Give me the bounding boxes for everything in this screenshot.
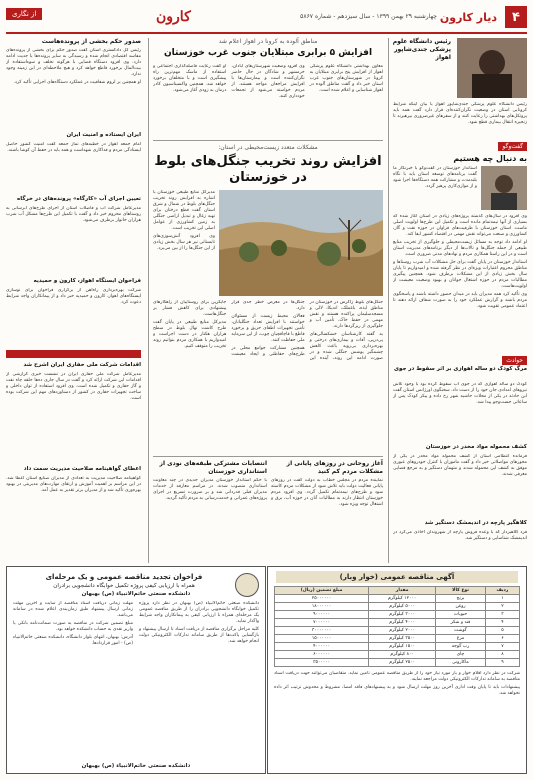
table-row [275, 603, 520, 611]
side-top-photo [457, 38, 527, 98]
table-cell: ۸ [485, 651, 519, 659]
left-top-headline: صدور حکم بخشی از پرونده‌هاست [41, 38, 141, 45]
table-row [275, 627, 520, 635]
table-row [275, 595, 520, 603]
left-mid1-body: امام جمعه اهواز در خطبه‌های نماز جمعه گفت امنیت کشور حاصل ایستادگی مردم و فداکاری شهداست و همه باید در حفظ آن کوشا باشند. [6, 142, 141, 153]
university-logo [235, 573, 259, 597]
table-cell: ۷۰۰۰۰۰۰ [275, 619, 369, 627]
corner-label: از نگاری [6, 8, 42, 20]
bottom-mid1-body: با حکم استاندار خوزستان مدیران جدیدی در چند معاونت استانداری منصوب شدند. در مراسم معارفه از خدمات مدیران قبلی قدردانی شد و بر ضرورت تسریع در اجرای پروژه‌های عمرانی و خدمت‌رسانی به مردم تأکید گردید. [153, 478, 267, 501]
table-cell: ۲۵۰۰۰۰۰۰ [275, 595, 369, 603]
table-cell: ۱ [485, 595, 519, 603]
tender-ad-left-title: فراخوان تجدید مناقصه عمومی و یک مرحله‌ای [45, 573, 203, 581]
left-section-bar [6, 350, 141, 358]
pollution-kicker: مناطق آلوده به کرونا در اهواز اعلام شد [218, 38, 318, 45]
tender-table-header: ردیف [485, 587, 519, 595]
table-cell: ۸۰۰ کیلوگرم [369, 651, 436, 659]
interview-headline: به دنبال چه هستیم [453, 154, 527, 163]
main-headline: افزایش روند تخریب جنگل‌های بلوط در خوزستان [154, 154, 382, 185]
table-cell: برنج [436, 595, 486, 603]
main-article-top-rule [153, 140, 383, 141]
fraud-headline: کلاهگیر پارچه در اندیمشک دستگیر شد [424, 520, 527, 526]
tender-ad-left-org: دانشکده صنعتی خاتم‌الانبیاء (ص) بهبهان [81, 591, 191, 597]
left-bottom1-headline: اقدامات شرکت ملی حفاری ایران اشرح شد [23, 362, 141, 368]
table-cell: ۲۵۰۰ کیلوگرم [369, 659, 436, 667]
table-cell: روغن [436, 603, 486, 611]
tender-ad-right-title: آگهی مناقصه عمومی (خوار وبار) [276, 571, 518, 583]
tender-ad-left-body: دانشکده صنعتی خاتم‌الانبیاء (ص) بهبهان در نظر دارد پروژه تکمیل خوابگاه دانشجویی برادران را از طریق مناقصه عمومی یک مرحله‌ای همراه با ارزیابی کیفی به پیمانکاران واجد شرایط واگذار نماید. کلیه مراحل برگزاری مناقصه از دریافت اسناد تا ارسال پیشنهاد و بازگشایی پاکت‌ها از طریق سامانه تدارکات الکترونیکی دولت انجام خواهد شد. مهلت زمانی دریافت اسناد مناقصه از سایت و آخرین مهلت زمانی ارسال پیشنهاد طبق زمان‌بندی اعلام شده در سامانه می‌باشد. مبلغ تضمین شرکت در مناقصه به صورت ضمانت‌نامه بانکی یا واریز نقدی به حساب دانشکده خواهد بود. آدرس: بهبهان، انتهای بلوار دانشگاه، دانشکده صنعتی خاتم‌الانبیاء (ص) - امور قراردادها. [13, 601, 259, 646]
table-cell: ۲ [485, 603, 519, 611]
interviewee-image [481, 166, 527, 210]
official-portrait-image [457, 38, 527, 98]
accident-section-bar: حوادث [502, 356, 527, 365]
table-row [275, 635, 520, 643]
left-mid2-body: مدیرعامل شرکت آب و فاضلاب استان از اجرای طرح‌های آبرسانی به روستاهای محروم خبر داد و گفت با تکمیل این طرح‌ها مشکل آب شرب هزاران خانوار برطرف می‌شود. [6, 206, 141, 223]
table-cell: ۲۰۰۰ کیلوگرم [369, 627, 436, 635]
tender-ad-left-subtitle: همراه با ارزیابی کیفی پروژه تکمیل خوابگاه دانشجویی برادران [53, 583, 195, 589]
bottom-mid2-body: نماینده مردم در مجلس خطاب به دولت گفت در روزهای پایانی فعالیت دولت باید تلاش شود از مشکلات مردم کاسته شود و طرح‌های نیمه‌تمام تکمیل گردد. وی افزود مردم خوزستان انتظار دارند به مطالبات آنان در حوزه آب، برق و اشتغال توجه ویژه شود. [271, 478, 383, 507]
pollution-body: معاون بهداشتی دانشگاه علوم پزشکی اهواز از افزایش پنج برابری مبتلایان به کرونا در شهرستان‌های جنوب غرب استان خبر داد و گفت مناطق آلوده در اهواز شناسایی و اعلام شده است. وی افزود وضعیت شهرستان‌های آبادان، خرمشهر و شادگان در حال حاضر نگران‌کننده است و بیمارستان‌ها با افزایش مراجعان مواجه هستند. از مردم خواسته می‌شود از تجمعات خودداری کنند. او گفت رعایت فاصله‌گذاری اجتماعی و استفاده از ماسک مهم‌ترین راه پیشگیری است و با متخلفان برخورد خواهد شد. همچنین واکسیناسیون کادر درمان به زودی آغاز می‌شود. [153, 64, 383, 99]
column-divider-left [148, 38, 149, 563]
table-cell: ۴ [485, 619, 519, 627]
accident-body: کودک دو ساله اهوازی که در جوی آب سقوط کرده بود با وجود تلاش نیروهای امدادی جان خود را از دست داد. سخنگوی اورژانس استان گفت این حادثه در یکی از محلات حاشیه شهر رخ داده و پیکر کودک پس از ساعاتی جست‌وجو پیدا شد. [393, 382, 527, 405]
table-cell: ۳۵۰۰ کیلوگرم [369, 635, 436, 643]
pollution-headline: افزایش ۵ برابری مبتلایان جنوب غرب خوزستان [163, 48, 373, 58]
table-row [275, 611, 520, 619]
tender-ad-right-body: شرکت در نظر دارد اقلام خوار و بار مورد نیاز خود را از طریق مناقصه عمومی تأمین نماید. متقاضیان می‌توانند جهت دریافت اسناد مناقصه به سامانه تدارکات الکترونیکی دولت مراجعه نمایند. پیشنهادات باید تا پایان وقت اداری آخرین روز مهلت ارسال شود و به پیشنهادهای فاقد امضا، مشروط و مخدوش ترتیب اثر داده نخواهد شد. [274, 671, 520, 696]
paper-name: کارون [156, 9, 191, 25]
table-cell: گوشت [436, 627, 486, 635]
table-row [275, 659, 520, 667]
table-cell: ۳۰۰۰۰۰۰۰ [275, 627, 369, 635]
table-cell: ۱۵۰۰ کیلوگرم [369, 643, 436, 651]
left-bottom2-body: گواهینامه صلاحیت مدیریت به تعدادی از مدیران صنایع استان اعطا شد. در این مراسم بر اهمیت آموزش و ارتقای مهارت‌های مدیریتی در بهبود بهره‌وری تأکید شد و از مدیران برتر تقدیر به عمل آمد. [6, 476, 141, 493]
side-top-headline: رئیس دانشگاه علوم پزشکی جندی‌شاپور اهواز [392, 38, 451, 61]
bottom-mid1-headline: انتصابات مشترکی طبقه‌های نودی از استانداری خوزستان [159, 460, 267, 475]
masthead [6, 6, 527, 34]
accident-headline: مرگ کودک دو ساله اهوازی بر اثر سقوط در جوی [394, 366, 527, 372]
left-bottom2-headline: اعطای گواهینامه صلاحیت مدیریت سمت داد [23, 466, 141, 472]
bottom-mid2-headline: آغاز روحانی در روزهای پایانی از مشکلات مردم کم کنید [286, 460, 383, 475]
table-cell: ۵ [485, 627, 519, 635]
tender-table-header: مبلغ تضمین (ریال) [275, 587, 369, 595]
main-photo [219, 190, 383, 296]
table-cell: ۹۰۰۰۰۰۰ [275, 611, 369, 619]
side-top-body: رئیس دانشگاه علوم پزشکی جندی‌شاپور اهواز با بیان اینکه شرایط کرونایی استان در وضعیت نگران‌کننده‌ای قرار دارد گفت همه باید پروتکل‌های بهداشتی را رعایت کنند و از سفرهای غیرضروری بپرهیزند تا زنجیره انتقال بیماری قطع شود. [393, 102, 527, 125]
table-cell: ۱۸۰۰۰۰۰۰ [275, 603, 369, 611]
table-cell: ۶ [485, 635, 519, 643]
interview-section-bar: گفت‌وگو [498, 142, 527, 151]
table-cell: ۱۲۰۰۰ کیلوگرم [369, 595, 436, 603]
table-cell: ۴۰۰۰ کیلوگرم [369, 619, 436, 627]
tender-ad-left-footer: دانشکده صنعتی خاتم‌الانبیاء (ص) بهبهان [81, 763, 191, 769]
interview-body-cont: وی افزود در سال‌های گذشته پروژه‌های زیادی در استان آغاز شده که بسیاری از آنها نیمه‌تمام مانده است و تکمیل این طرح‌ها اولویت اصلی ماست. استان خوزستان با ظرفیت‌های فراوان در حوزه نفت و گاز، کشاورزی و صنعت می‌تواند نقش مهمی در اقتصاد کشور ایفا کند. او ادامه داد توجه به مسائل زیست‌محیطی و جلوگیری از تخریب منابع طبیعی از جمله جنگل‌ها و تالاب‌ها از دیگر برنامه‌های مدیریت استان است و در این راستا همکاری مردم و نهادهای مدنی ضروری است. استاندار خوزستان در پایان گفت برای حل مشکلات آب شرب روستاها و مناطق محروم اعتبارات ویژه‌ای در نظر گرفته شده و امیدواریم تا پایان سال بخش زیادی از این مشکلات برطرف شود. همچنین پیگیری مطالبات مردم در حوزه اشتغال جوانان و بهبود وضعیت معیشت از اولویت‌هاست. وی تأکید کرد همه مدیران باید در میدان حضور داشته باشند و پاسخگوی مردم باشند و گزارش عملکرد خود را به صورت شفاف ارائه دهند تا اعتماد عمومی تقویت شود. [393, 214, 527, 309]
left-mid3-headline: فراخوان ایستگاه اهواز، کارون و حمیدیه [33, 278, 141, 284]
table-cell: چای [436, 651, 486, 659]
bottom-mid-rule [153, 456, 383, 457]
table-cell: ۳ [485, 611, 519, 619]
drug-headline: کشف محموله مواد مخدر در خوزستان [425, 444, 527, 450]
main-kicker: مشکلات متعدد زیست‌محیطی در استان: [218, 144, 318, 151]
tender-ad-left [6, 566, 266, 774]
drug-body: فرمانده انتظامی استان از کشف محموله مواد مخدر در یکی از محورهای مواصلاتی خبر داد و گفت ماموران با کنترل خودروهای عبوری موفق به کشف این محموله شدند و متهمان دستگیر و به مرجع قضایی معرفی شدند. [393, 454, 527, 477]
left-mid3-body: شرکت بهره‌برداری راه‌آهن از برگزاری فراخوان برای نوسازی ایستگاه‌های اهواز، کارون و حمیدیه خبر داد و از پیمانکاران واجد شرایط دعوت کرد. [6, 288, 141, 305]
table-row [275, 619, 520, 627]
table-cell: ۷ [485, 643, 519, 651]
section-name: دیار کارون [439, 11, 497, 24]
tender-items-table [274, 586, 520, 667]
page-number: ۴ [505, 6, 527, 28]
table-cell: مرغ [436, 635, 486, 643]
tender-table-header: نوع کالا [436, 587, 486, 595]
table-cell: ۳۰۰۰ کیلوگرم [369, 611, 436, 619]
interview-body: استاندار خوزستان در گفت‌وگو با خبرنگار ما گفت برنامه‌های توسعه استان باید با نگاه بلندمدت و مشارکت همه دستگاه‌ها اجرا شود و از موازی‌کاری پرهیز گردد. [393, 166, 477, 189]
date-line: چهارشنبه ۲۹ بهمن ۱۳۹۹ - سال سیزدهم - شماره ۵۸۶۷ [300, 13, 437, 20]
table-cell: حبوبات [436, 611, 486, 619]
interview-photo [481, 166, 527, 210]
table-cell: ماکارونی [436, 659, 486, 667]
left-mid2-headline: تعیین اجرای آب «کارگاه» پرونده‌های در خرگاه [17, 196, 141, 202]
table-cell: ۶۰۰۰۰۰۰ [275, 651, 369, 659]
table-cell: ۴۰۰۰۰۰۰ [275, 643, 369, 651]
table-row [275, 651, 520, 659]
table-cell: ۹ [485, 659, 519, 667]
left-top-body: رئیس کل دادگستری استان گفت صدور حکم برای بخشی از پرونده‌های مفاسد اقتصادی انجام شده و رسیدگی به سایر پرونده‌ها با جدیت ادامه دارد. وی افزود دستگاه قضایی با هرگونه تخلف و سوءاستفاده از بیت‌المال برخورد قاطع خواهد کرد و هیچ ملاحظه‌ای در این زمینه وجود ندارد. او همچنین بر لزوم شفافیت در عملکرد دستگاه‌های اجرایی تأکید کرد. [6, 48, 141, 85]
tender-ad-right [267, 566, 527, 774]
main-photo-side-text: مدیرکل منابع طبیعی خوزستان با اشاره به افزایش روند تخریب جنگل‌های بلوط در شمال و شرق استان گفت قطع درختان برای تهیه زغال و تبدیل اراضی جنگلی به زمین کشاورزی از عوامل اصلی این تخریب است. وی افزود آتش‌سوزی‌های تابستانی نیز هر سال بخش زیادی از این جنگل‌ها را از بین می‌برد. [153, 190, 215, 251]
main-body: جنگل‌های بلوط زاگرس در خوزستان در مناطق ایذه، باغملک، اندیکا، لالی و مسجدسلیمان پراکنده هستند و نقش مهمی در حفظ خاک، تأمین آب و جلوگیری از ریزگردها دارند. به گفته کارشناسان خشکسالی‌های پی‌درپی، آفات و بیماری‌های درختی و بهره‌برداری بی‌رویه باعث کاهش چشمگیر پوشش جنگلی شده و در صورت ادامه این روند، آینده این جنگل‌ها در معرض خطر جدی قرار دارد. فعالان محیط زیست از مسئولان خواستند با افزایش تعداد جنگلبانان، تأمین تجهیزات اطفای حریق و برخورد قاطع با قاچاقچیان چوب، از این سرمایه ملی حفاظت کنند. همچنین مشارکت جوامع محلی در طرح‌های حفاظتی و ایجاد معیشت جایگزین برای روستاییان از راهکارهای پیشنهادی برای کاهش فشار بر جنگل‌هاست. مدیرکل منابع طبیعی در پایان گفت طرح کاشت نهال بلوط در سطح هزاران هکتار در دست اجراست و امیدواریم با همکاری مردم بتوانیم روند تخریب را متوقف کنیم. [153, 300, 383, 361]
column-divider-right [388, 38, 389, 563]
fraud-body: فرد کلاهبردار که با وعده فروش پارچه از شهروندان اخاذی می‌کرد در اندیمشک شناسایی و دستگیر شد. [393, 530, 527, 541]
table-cell: رب گوجه [436, 643, 486, 651]
tender-table-header: مقدار [369, 587, 436, 595]
table-cell: ۵۰۰۰ کیلوگرم [369, 603, 436, 611]
left-mid1-headline: ایران ایستاده و امنیت ایران [66, 132, 141, 138]
table-cell: ۳۵۰۰۰۰۰ [275, 659, 369, 667]
table-cell: ۱۵۰۰۰۰۰۰ [275, 635, 369, 643]
left-bottom1-body: مدیرعامل شرکت ملی حفاری ایران در نشست خبری گزارشی از اقدامات این شرکت ارائه کرد و گفت در سال جاری ده‌ها حلقه چاه نفت و گاز حفاری و تکمیل شده است. وی افزود استفاده از توان داخلی و ساخت تجهیزات حفاری در کشور از دستاوردهای مهم این شرکت بوده است. [6, 372, 141, 401]
table-row [275, 643, 520, 651]
oak-forest-image [219, 190, 383, 296]
table-cell: قند و شکر [436, 619, 486, 627]
